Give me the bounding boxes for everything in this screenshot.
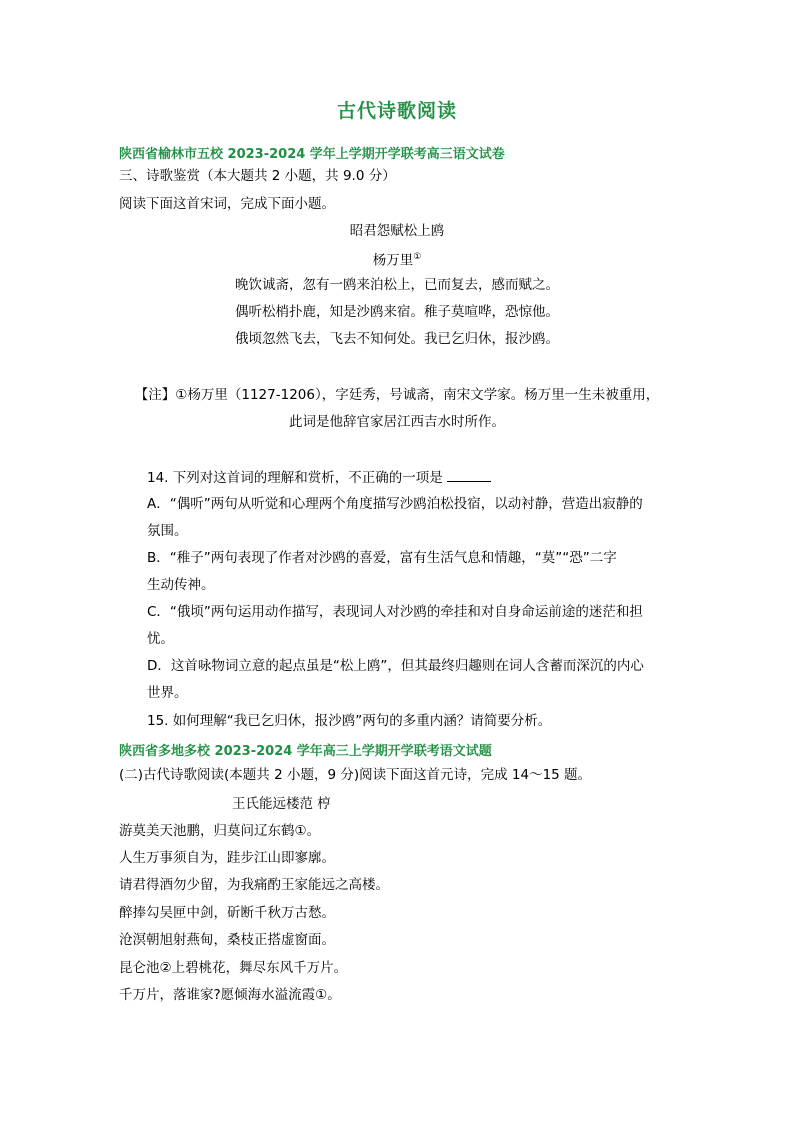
poem2-title: 王氏能远楼范 梈 bbox=[232, 796, 331, 812]
poem1-author-line bbox=[0, 247, 794, 271]
section1-instruction: 阅读下面这首宋词，完成下面小题。 bbox=[119, 196, 335, 212]
section2-instruction: (二)古代诗歌阅读(本题共 2 小题，9 分)阅读下面这首元诗，完成 14～15 题。 bbox=[119, 767, 592, 783]
section1-heading: 三、诗歌鉴赏（本大题共 2 小题，共 9.0 分） bbox=[119, 168, 396, 184]
poem2-line: 游莫美天池鹏，归莫问辽东鹤①。 bbox=[119, 823, 321, 839]
answer-blank[interactable] bbox=[447, 467, 491, 482]
poem1-line: 俄顷忽然飞去，飞去不知何处。我已乞归休，报沙鸥。 bbox=[235, 331, 559, 347]
option-line: 忧。 bbox=[147, 631, 174, 647]
note-line: 【注】①杨万里（1127-1206），字廷秀，号诚斋，南宋文学家。杨万里一生未被重用， bbox=[134, 387, 660, 403]
poem1-author: 杨万里 bbox=[372, 252, 414, 269]
poem2-line: 人生万事须自为，跬步江山即寥廓。 bbox=[119, 850, 335, 866]
page-title: 古代诗歌阅读 bbox=[336, 100, 457, 122]
section2-source: 陕西省多地多校 2023-2024 学年高三上学期开学联考语文试题 bbox=[119, 744, 492, 759]
question-14-text: 14. 下列对这首词的理解和赏析，不正确的一项是 bbox=[147, 470, 443, 486]
option-line: A．“偶听”两句从听觉和心理两个角度描写沙鸥泊松投宿，以动衬静，营造出寂静的 bbox=[147, 496, 643, 512]
question-15: 15. 如何理解“我已乞归休，报沙鸥”两句的多重内涵？请简要分析。 bbox=[147, 713, 552, 729]
note-line: 此词是他辞官家居江西吉水时所作。 bbox=[289, 414, 505, 430]
option-line: C．“俄顷”两句运用动作描写，表现词人对沙鸥的牵挂和对自身命运前途的迷茫和担 bbox=[147, 604, 643, 620]
author-note-mark: ① bbox=[413, 252, 422, 262]
poem1-title: 昭君怨赋松上鸥 bbox=[349, 223, 445, 239]
option-line: 生动传神。 bbox=[147, 577, 215, 593]
option-line: 世界。 bbox=[147, 685, 188, 701]
poem2-line: 昆仑池②上碧桃花，舞尽东风千万片。 bbox=[119, 960, 348, 976]
poem2-line: 请君得酒勿少留，为我痛酌王家能远之高楼。 bbox=[119, 877, 389, 893]
option-line: 氛围。 bbox=[147, 523, 188, 539]
section1-source: 陕西省榆林市五校 2023-2024 学年上学期开学联考高三语文试卷 bbox=[119, 147, 505, 162]
poem2-line: 醉捧勾吴匣中剑，斫断千秋万古愁。 bbox=[119, 905, 335, 921]
poem1-line: 晚饮诚斋，忽有一鸥来泊松上，已而复去，感而赋之。 bbox=[235, 277, 559, 293]
poem2-line: 沧溟朝旭射燕甸，桑枝正搭虚窗面。 bbox=[119, 932, 335, 948]
poem2-line: 千万片，落谁家?愿倾海水溢流霞①。 bbox=[119, 987, 341, 1003]
question-14 bbox=[147, 467, 491, 488]
option-line: B．“稚子”两句表现了作者对沙鸥的喜爱，富有生活气息和情趣，“莫”“恐”二字 bbox=[147, 550, 617, 566]
poem1-line: 偶听松梢扑鹿，知是沙鸥来宿。稚子莫喧哗，恐惊他。 bbox=[235, 304, 559, 320]
option-line: D．这首咏物词立意的起点虽是“松上鸥”，但其最终归趣则在词人含蓄而深沉的内心 bbox=[147, 658, 644, 674]
